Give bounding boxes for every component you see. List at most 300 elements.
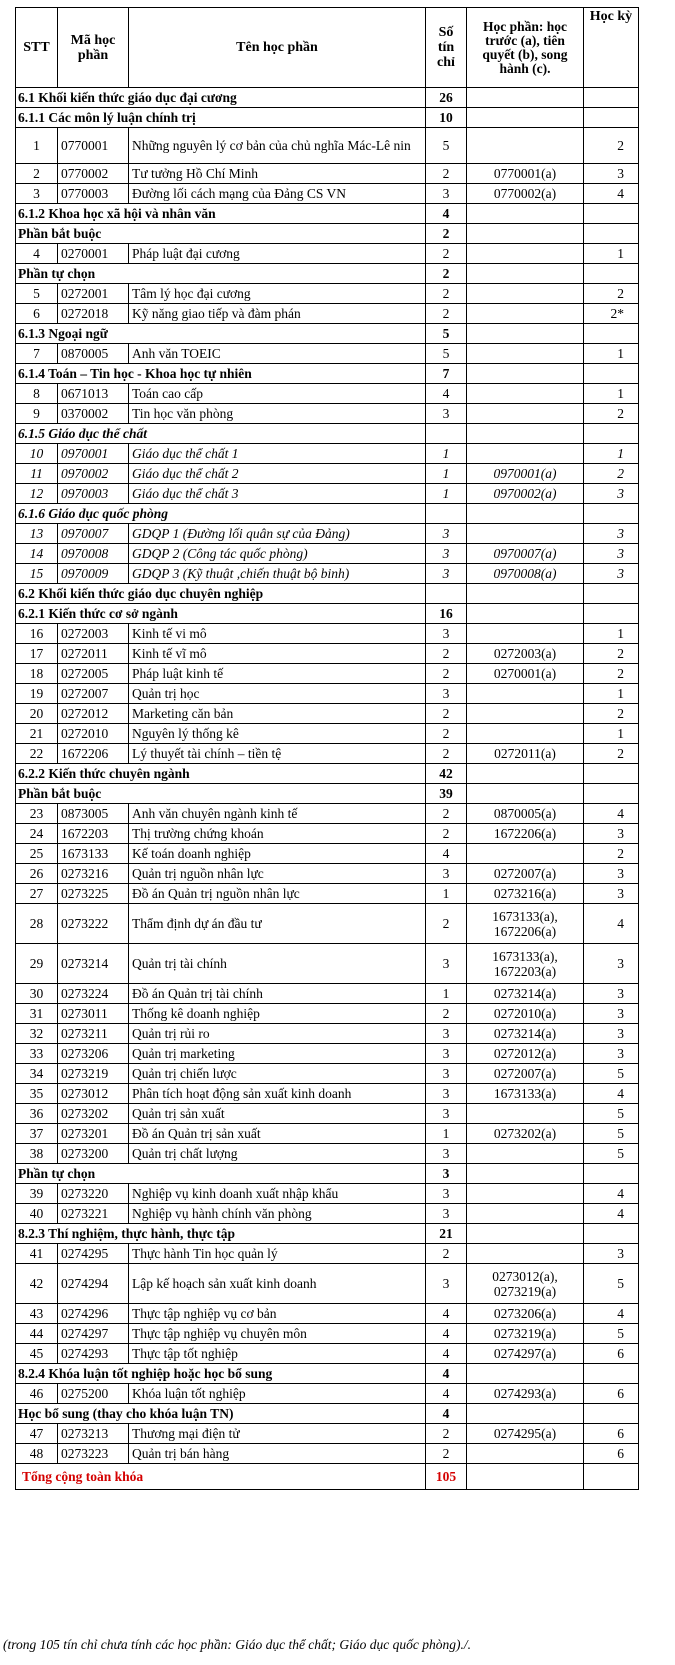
row-stt: 45 — [16, 1344, 58, 1364]
row-credits: 3 — [426, 944, 467, 984]
empty-cell — [584, 1224, 639, 1244]
row-credits: 3 — [426, 404, 467, 424]
row-course-code: 0273222 — [58, 904, 129, 944]
row-semester: 5 — [584, 1144, 639, 1164]
row-course-code: 0770001 — [58, 128, 129, 164]
table-row — [16, 884, 639, 904]
row-course-name: Pháp luật đại cương — [129, 244, 426, 264]
row-stt: 8 — [16, 384, 58, 404]
row-credits: 4 — [426, 1324, 467, 1344]
row-prerequisite: 0272007(a) — [467, 1064, 584, 1084]
section-label: 6.1.3 Ngoại ngữ — [16, 324, 426, 344]
row-stt: 40 — [16, 1204, 58, 1224]
row-stt: 43 — [16, 1304, 58, 1324]
section-credits: 21 — [426, 1224, 467, 1244]
row-course-name: Pháp luật kinh tế — [129, 664, 426, 684]
row-course-name: Quản trị chất lượng — [129, 1144, 426, 1164]
row-semester: 3 — [584, 1024, 639, 1044]
row-course-code: 0671013 — [58, 384, 129, 404]
row-stt: 27 — [16, 884, 58, 904]
row-prerequisite: 1672206(a) — [467, 824, 584, 844]
row-semester: 2 — [584, 744, 639, 764]
row-semester: 3 — [584, 1004, 639, 1024]
row-stt: 1 — [16, 128, 58, 164]
row-stt: 21 — [16, 724, 58, 744]
row-credits: 1 — [426, 884, 467, 904]
footnote: (trong 105 tín chỉ chưa tính các học phần: Giáo dục thể chất; Giáo dục quốc phòng)./. — [3, 1637, 472, 1652]
row-course-name: Nghiệp vụ kinh doanh xuất nhập khẩu — [129, 1184, 426, 1204]
row-semester: 3 — [584, 944, 639, 984]
header-semester: Học kỳ — [584, 8, 639, 88]
table-row — [16, 184, 639, 204]
section-credits: 10 — [426, 108, 467, 128]
empty-cell — [467, 204, 584, 224]
table-row — [16, 164, 639, 184]
section-row — [16, 108, 639, 128]
row-credits: 3 — [426, 184, 467, 204]
row-credits: 3 — [426, 1084, 467, 1104]
section-credits — [426, 424, 467, 444]
row-semester: 2* — [584, 304, 639, 324]
row-semester: 1 — [584, 244, 639, 264]
empty-cell — [584, 204, 639, 224]
row-credits: 2 — [426, 1444, 467, 1464]
section-row — [16, 424, 639, 444]
table-row — [16, 984, 639, 1004]
row-prerequisite — [467, 444, 584, 464]
row-semester: 2 — [584, 404, 639, 424]
row-credits: 3 — [426, 1264, 467, 1304]
total-credits: 105 — [426, 1464, 467, 1490]
empty-cell — [584, 224, 639, 244]
row-credits: 4 — [426, 1304, 467, 1324]
table-row — [16, 1104, 639, 1124]
row-prerequisite — [467, 128, 584, 164]
table-row — [16, 704, 639, 724]
row-credits: 2 — [426, 284, 467, 304]
section-label: 6.1.4 Toán – Tin học - Khoa học tự nhiên — [16, 364, 426, 384]
empty-cell — [584, 88, 639, 108]
row-prerequisite — [467, 384, 584, 404]
row-semester: 3 — [584, 484, 639, 504]
row-course-code: 1672206 — [58, 744, 129, 764]
table-row — [16, 484, 639, 504]
section-credits: 4 — [426, 204, 467, 224]
row-course-code: 0273206 — [58, 1044, 129, 1064]
row-course-name: Quản trị marketing — [129, 1044, 426, 1064]
table-row — [16, 624, 639, 644]
row-credits: 3 — [426, 524, 467, 544]
row-semester: 4 — [584, 804, 639, 824]
row-credits: 4 — [426, 844, 467, 864]
section-label: Phần tự chọn — [16, 1164, 426, 1184]
row-course-name: GDQP 1 (Đường lối quân sự của Đảng) — [129, 524, 426, 544]
row-credits: 5 — [426, 344, 467, 364]
row-course-name: GDQP 2 (Công tác quốc phòng) — [129, 544, 426, 564]
row-semester: 5 — [584, 1324, 639, 1344]
section-row — [16, 1404, 639, 1424]
row-stt: 5 — [16, 284, 58, 304]
row-semester: 4 — [584, 1184, 639, 1204]
row-semester: 5 — [584, 1124, 639, 1144]
row-course-code: 0970008 — [58, 544, 129, 564]
empty-cell — [467, 108, 584, 128]
row-semester: 2 — [584, 704, 639, 724]
table-row — [16, 744, 639, 764]
row-course-name: Quản trị tài chính — [129, 944, 426, 984]
table-row — [16, 464, 639, 484]
row-course-name: Đồ án Quản trị nguồn nhân lực — [129, 884, 426, 904]
row-stt: 26 — [16, 864, 58, 884]
table-row — [16, 1324, 639, 1344]
section-credits — [426, 504, 467, 524]
row-stt: 41 — [16, 1244, 58, 1264]
row-stt: 3 — [16, 184, 58, 204]
row-semester: 1 — [584, 344, 639, 364]
row-prerequisite — [467, 524, 584, 544]
table-row — [16, 1344, 639, 1364]
empty-cell — [467, 364, 584, 384]
table-row — [16, 644, 639, 664]
row-course-code: 0873005 — [58, 804, 129, 824]
row-stt: 14 — [16, 544, 58, 564]
row-course-name: Đồ án Quản trị tài chính — [129, 984, 426, 1004]
row-semester: 1 — [584, 624, 639, 644]
empty-cell — [467, 604, 584, 624]
row-course-name: Anh văn chuyên ngành kinh tế — [129, 804, 426, 824]
row-stt: 11 — [16, 464, 58, 484]
row-course-code: 0272011 — [58, 644, 129, 664]
row-prerequisite: 0770002(a) — [467, 184, 584, 204]
row-stt: 44 — [16, 1324, 58, 1344]
row-semester: 3 — [584, 984, 639, 1004]
row-prerequisite — [467, 284, 584, 304]
empty-cell — [584, 784, 639, 804]
row-prerequisite — [467, 1204, 584, 1224]
table-row — [16, 1124, 639, 1144]
row-course-name: Lập kế hoạch sản xuất kinh doanh — [129, 1264, 426, 1304]
row-course-code: 0970002 — [58, 464, 129, 484]
table-row — [16, 1244, 639, 1264]
row-semester: 3 — [584, 164, 639, 184]
header-credits: Số tín chỉ — [426, 8, 467, 88]
row-course-name: Thực tập nghiệp vụ chuyên môn — [129, 1324, 426, 1344]
row-course-name: GDQP 3 (Kỹ thuật ,chiến thuật bộ binh) — [129, 564, 426, 584]
row-stt: 37 — [16, 1124, 58, 1144]
row-course-code: 1673133 — [58, 844, 129, 864]
section-credits — [426, 584, 467, 604]
table-row — [16, 904, 639, 944]
row-stt: 20 — [16, 704, 58, 724]
empty-cell — [467, 88, 584, 108]
row-semester: 3 — [584, 864, 639, 884]
section-credits: 4 — [426, 1404, 467, 1424]
row-course-name: Nghiệp vụ hành chính văn phòng — [129, 1204, 426, 1224]
section-row — [16, 364, 639, 384]
empty-cell — [584, 1364, 639, 1384]
row-prerequisite — [467, 1184, 584, 1204]
row-course-code: 1672203 — [58, 824, 129, 844]
row-credits: 3 — [426, 564, 467, 584]
row-prerequisite: 0970001(a) — [467, 464, 584, 484]
row-prerequisite: 0274293(a) — [467, 1384, 584, 1404]
row-stt: 48 — [16, 1444, 58, 1464]
section-label: 6.1.2 Khoa học xã hội và nhân văn — [16, 204, 426, 224]
row-prerequisite — [467, 344, 584, 364]
empty-cell — [584, 364, 639, 384]
empty-cell — [584, 764, 639, 784]
row-course-code: 0273216 — [58, 864, 129, 884]
row-semester: 4 — [584, 1204, 639, 1224]
row-stt: 31 — [16, 1004, 58, 1024]
empty-cell — [467, 1364, 584, 1384]
row-stt: 2 — [16, 164, 58, 184]
row-prerequisite — [467, 844, 584, 864]
row-semester: 2 — [584, 284, 639, 304]
row-semester: 3 — [584, 544, 639, 564]
row-stt: 47 — [16, 1424, 58, 1444]
row-course-code: 0274294 — [58, 1264, 129, 1304]
row-course-name: Kế toán doanh nghiệp — [129, 844, 426, 864]
row-course-code: 0274296 — [58, 1304, 129, 1324]
row-credits: 2 — [426, 904, 467, 944]
row-semester: 4 — [584, 1084, 639, 1104]
row-course-code: 0272005 — [58, 664, 129, 684]
table-row — [16, 128, 639, 164]
row-prerequisite: 0273219(a) — [467, 1324, 584, 1344]
row-semester: 3 — [584, 564, 639, 584]
row-semester: 3 — [584, 824, 639, 844]
header-course-code: Mã học phần — [58, 8, 129, 88]
row-course-name: Thống kê doanh nghiệp — [129, 1004, 426, 1024]
row-prerequisite — [467, 684, 584, 704]
section-credits: 5 — [426, 324, 467, 344]
table-row — [16, 1424, 639, 1444]
row-prerequisite — [467, 724, 584, 744]
row-course-code: 0273213 — [58, 1424, 129, 1444]
row-credits: 2 — [426, 804, 467, 824]
row-course-code: 0970007 — [58, 524, 129, 544]
row-course-name: Lý thuyết tài chính – tiền tệ — [129, 744, 426, 764]
row-prerequisite: 0273206(a) — [467, 1304, 584, 1324]
row-stt: 19 — [16, 684, 58, 704]
row-prerequisite: 0273214(a) — [467, 1024, 584, 1044]
row-prerequisite: 0273012(a), 0273219(a) — [467, 1264, 584, 1304]
row-semester: 6 — [584, 1344, 639, 1364]
row-stt: 36 — [16, 1104, 58, 1124]
row-course-name: Quản trị nguồn nhân lực — [129, 864, 426, 884]
section-row — [16, 504, 639, 524]
row-semester: 1 — [584, 444, 639, 464]
table-row — [16, 1044, 639, 1064]
row-course-code: 0272012 — [58, 704, 129, 724]
table-row — [16, 1004, 639, 1024]
row-course-name: Quản trị sản xuất — [129, 1104, 426, 1124]
row-course-name: Tâm lý học đại cương — [129, 284, 426, 304]
section-row — [16, 764, 639, 784]
row-credits: 5 — [426, 128, 467, 164]
row-course-name: Giáo dục thể chất 1 — [129, 444, 426, 464]
row-course-code: 0273011 — [58, 1004, 129, 1024]
row-semester: 6 — [584, 1384, 639, 1404]
row-prerequisite — [467, 304, 584, 324]
row-credits: 3 — [426, 1044, 467, 1064]
section-label: Phần bắt buộc — [16, 224, 426, 244]
row-stt: 42 — [16, 1264, 58, 1304]
row-course-code: 0970003 — [58, 484, 129, 504]
row-course-code: 0273225 — [58, 884, 129, 904]
empty-cell — [467, 784, 584, 804]
section-label: 6.1 Khối kiến thức giáo dục đại cương — [16, 88, 426, 108]
row-prerequisite: 0273216(a) — [467, 884, 584, 904]
empty-cell — [584, 604, 639, 624]
empty-cell — [467, 424, 584, 444]
row-credits: 1 — [426, 464, 467, 484]
empty-cell — [467, 764, 584, 784]
row-prerequisite: 1673133(a) — [467, 1084, 584, 1104]
row-prerequisite — [467, 624, 584, 644]
row-credits: 3 — [426, 1204, 467, 1224]
row-semester: 1 — [584, 684, 639, 704]
row-prerequisite: 1673133(a), 1672203(a) — [467, 944, 584, 984]
row-course-code: 0272007 — [58, 684, 129, 704]
header-course-name: Tên học phần — [129, 8, 426, 88]
row-course-code: 0274293 — [58, 1344, 129, 1364]
row-semester: 3 — [584, 1044, 639, 1064]
empty-cell — [467, 224, 584, 244]
empty-cell — [467, 504, 584, 524]
row-course-name: Giáo dục thể chất 2 — [129, 464, 426, 484]
row-credits: 1 — [426, 1124, 467, 1144]
row-credits: 2 — [426, 304, 467, 324]
row-stt: 38 — [16, 1144, 58, 1164]
section-credits: 2 — [426, 264, 467, 284]
section-label: 6.1.5 Giáo dục thể chất — [16, 424, 426, 444]
section-credits: 26 — [426, 88, 467, 108]
row-prerequisite: 0273214(a) — [467, 984, 584, 1004]
row-prerequisite: 1673133(a), 1672206(a) — [467, 904, 584, 944]
section-label: 6.2.1 Kiến thức cơ sở ngành — [16, 604, 426, 624]
row-course-code: 0273223 — [58, 1444, 129, 1464]
row-credits: 3 — [426, 684, 467, 704]
table-row — [16, 724, 639, 744]
row-course-code: 0273012 — [58, 1084, 129, 1104]
row-prerequisite: 0273202(a) — [467, 1124, 584, 1144]
row-semester: 3 — [584, 1244, 639, 1264]
row-course-name: Những nguyên lý cơ bản của chủ nghĩa Mác-Lê nin — [129, 128, 426, 164]
row-prerequisite: 0272007(a) — [467, 864, 584, 884]
row-prerequisite — [467, 704, 584, 724]
table-row — [16, 384, 639, 404]
row-semester: 1 — [584, 724, 639, 744]
section-credits: 39 — [426, 784, 467, 804]
table-row — [16, 1204, 639, 1224]
table-row — [16, 444, 639, 464]
section-label: 6.1.1 Các môn lý luận chính trị — [16, 108, 426, 128]
row-stt: 32 — [16, 1024, 58, 1044]
row-course-name: Phân tích hoạt động sản xuất kinh doanh — [129, 1084, 426, 1104]
row-semester: 3 — [584, 884, 639, 904]
row-course-name: Marketing căn bản — [129, 704, 426, 724]
row-credits: 2 — [426, 724, 467, 744]
row-course-name: Tư tưởng Hồ Chí Minh — [129, 164, 426, 184]
row-course-code: 0272018 — [58, 304, 129, 324]
table-row — [16, 1184, 639, 1204]
row-stt: 15 — [16, 564, 58, 584]
row-prerequisite: 0272011(a) — [467, 744, 584, 764]
empty-cell — [467, 584, 584, 604]
row-course-code: 0770003 — [58, 184, 129, 204]
row-semester: 4 — [584, 184, 639, 204]
table-row — [16, 544, 639, 564]
row-prerequisite — [467, 244, 584, 264]
row-credits: 3 — [426, 864, 467, 884]
row-prerequisite — [467, 1144, 584, 1164]
row-course-code: 0275200 — [58, 1384, 129, 1404]
row-semester: 6 — [584, 1444, 639, 1464]
row-prerequisite: 0270001(a) — [467, 664, 584, 684]
row-semester: 6 — [584, 1424, 639, 1444]
empty-cell — [584, 1464, 639, 1490]
row-prerequisite: 0274297(a) — [467, 1344, 584, 1364]
row-course-code: 0870005 — [58, 344, 129, 364]
row-credits: 2 — [426, 824, 467, 844]
row-course-code: 0273200 — [58, 1144, 129, 1164]
row-semester: 5 — [584, 1064, 639, 1084]
empty-cell — [584, 504, 639, 524]
row-course-name: Thực tập tốt nghiệp — [129, 1344, 426, 1364]
row-credits: 3 — [426, 1064, 467, 1084]
row-stt: 22 — [16, 744, 58, 764]
row-stt: 13 — [16, 524, 58, 544]
empty-cell — [467, 264, 584, 284]
row-credits: 3 — [426, 1184, 467, 1204]
row-semester: 2 — [584, 464, 639, 484]
row-prerequisite: 0272010(a) — [467, 1004, 584, 1024]
row-prerequisite: 0274295(a) — [467, 1424, 584, 1444]
empty-cell — [584, 264, 639, 284]
table-row — [16, 804, 639, 824]
header-prerequisites: Học phần: học trước (a), tiên quyết (b), song hành (c). — [467, 8, 584, 88]
section-row — [16, 784, 639, 804]
section-label: 6.2.2 Kiến thức chuyên ngành — [16, 764, 426, 784]
row-credits: 2 — [426, 1424, 467, 1444]
table-row — [16, 244, 639, 264]
row-course-code: 0274297 — [58, 1324, 129, 1344]
table-row — [16, 944, 639, 984]
row-semester: 2 — [584, 844, 639, 864]
row-course-code: 0272010 — [58, 724, 129, 744]
row-credits: 2 — [426, 1244, 467, 1264]
row-prerequisite: 0870005(a) — [467, 804, 584, 824]
table-row — [16, 404, 639, 424]
row-stt: 35 — [16, 1084, 58, 1104]
row-stt: 24 — [16, 824, 58, 844]
row-prerequisite: 0970002(a) — [467, 484, 584, 504]
row-credits: 3 — [426, 1144, 467, 1164]
row-credits: 4 — [426, 384, 467, 404]
section-row — [16, 324, 639, 344]
row-credits: 1 — [426, 444, 467, 464]
section-credits: 2 — [426, 224, 467, 244]
table-row — [16, 1384, 639, 1404]
row-course-name: Quản trị rủi ro — [129, 1024, 426, 1044]
row-course-name: Thực hành Tin học quản lý — [129, 1244, 426, 1264]
row-stt: 46 — [16, 1384, 58, 1404]
row-credits: 3 — [426, 1024, 467, 1044]
row-course-code: 0273202 — [58, 1104, 129, 1124]
row-credits: 2 — [426, 644, 467, 664]
